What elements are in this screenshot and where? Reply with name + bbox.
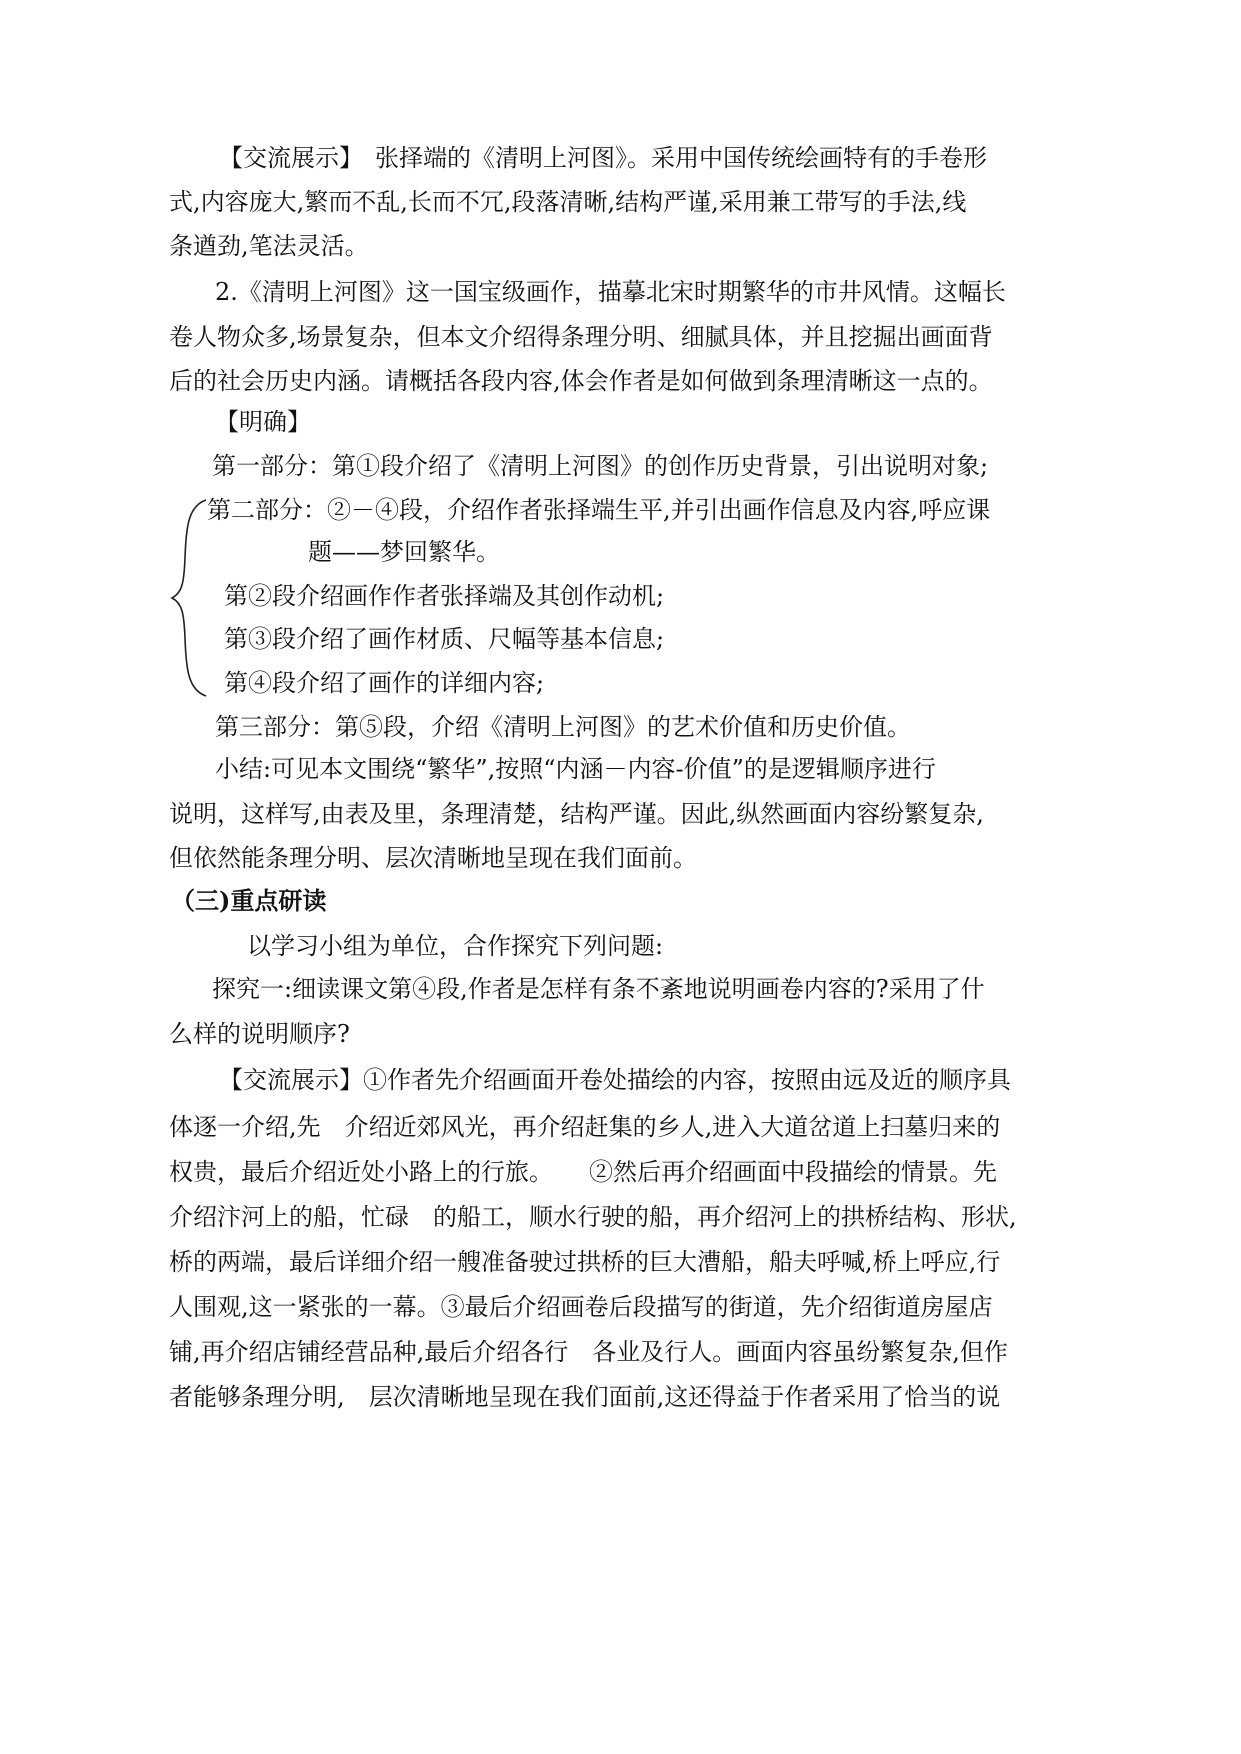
exchange-answer-line-1: 【交流展示】①作者先介绍画面开卷处描绘的内容，按照由远及近的顺序具 <box>219 1066 1011 1094</box>
summary-line-2: 说明，这样写,由表及里，条理清楚，结构严谨。因此,纵然画面内容纷繁复杂, <box>169 800 984 828</box>
clarify-heading: 【明确】 <box>215 408 311 436</box>
question-2-line-3: 后的社会历史内涵。请概括各段内容,体会作者是如何做到条理清晰这一点的。 <box>169 367 993 395</box>
exchange-paragraph-1-line-2: 式,内容庞大,繁而不乱,长而不冗,段落清晰,结构严谨,采用兼工带写的手法,线 <box>169 188 967 216</box>
curly-brace-icon <box>170 498 210 698</box>
exchange-answer-line-8: 者能够条理分明, 层次清晰地呈现在我们面前,这还得益于作者采用了恰当的说 <box>169 1383 1001 1411</box>
clarify-part-3: 第三部分：第⑤段，介绍《清明上河图》的艺术价值和历史价值。 <box>215 713 911 741</box>
exchange-answer-line-4: 介绍汴河上的船，忙碌 的船工，顺水行驶的船，再介绍河上的拱桥结构、形状, <box>169 1203 1017 1231</box>
exchange-answer-line-6: 人围观,这一紧张的一幕。③最后介绍画卷后段描写的街道，先介绍街道房屋店 <box>169 1293 993 1321</box>
section-3-intro: 以学习小组为单位，合作探究下列问题: <box>247 932 664 960</box>
section-3-heading: （三)重点研读 <box>171 886 327 915</box>
exchange-paragraph-1-line-3: 条遒劲,笔法灵活。 <box>169 232 369 260</box>
summary-line-1: 小结:可见本文围绕“繁华”,按照“内涵－内容-价值”的是逻辑顺序进行 <box>215 755 936 783</box>
exchange-answer-line-2: 体逐一介绍,先 介绍近郊风光，再介绍赶集的乡人,进入大道岔道上扫墓归来的 <box>169 1113 1001 1141</box>
clarify-part-1: 第一部分：第①段介绍了《清明上河图》的创作历史背景，引出说明对象; <box>212 452 989 480</box>
exchange-answer-line-5: 桥的两端，最后详细介绍一艘准备驶过拱桥的巨大漕船，船夫呼喊,桥上呼应,行 <box>169 1248 1001 1276</box>
explore-1-line-1: 探究一:细读课文第④段,作者是怎样有条不紊地说明画卷内容的?采用了什 <box>212 975 985 1003</box>
clarify-part-2-line-2: 题——梦回繁华。 <box>308 538 500 566</box>
clarify-paragraph-2: 第②段介绍画作作者张择端及其创作动机; <box>224 582 665 610</box>
clarify-paragraph-3: 第③段介绍了画作材质、尺幅等基本信息; <box>224 625 665 653</box>
clarify-paragraph-4: 第④段介绍了画作的详细内容; <box>224 669 545 697</box>
clarify-part-2-line-1: 第二部分：②－④段，介绍作者张择端生平,并引出画作信息及内容,呼应课 <box>207 496 991 524</box>
exchange-paragraph-1-line-1: 【交流展示】 张择端的《清明上河图》。采用中国传统绘画特有的手卷形 <box>219 144 987 172</box>
exchange-answer-line-7: 铺,再介绍店铺经营品种,最后介绍各行 各业及行人。画面内容虽纷繁复杂,但作 <box>169 1338 1008 1366</box>
summary-line-3: 但依然能条理分明、层次清晰地呈现在我们面前。 <box>169 844 697 872</box>
exchange-answer-line-3: 权贵，最后介绍近处小路上的行旅。 ②然后再介绍画面中段描绘的情景。先 <box>169 1158 997 1186</box>
question-2-line-1: 2.《清明上河图》这一国宝级画作，描摹北宋时期繁华的市井风情。这幅长 <box>215 278 1006 306</box>
question-2-line-2: 卷人物众多,场景复杂，但本文介绍得条理分明、细腻具体，并且挖掘出画面背 <box>169 323 993 351</box>
explore-1-line-2: 么样的说明顺序? <box>169 1020 350 1048</box>
